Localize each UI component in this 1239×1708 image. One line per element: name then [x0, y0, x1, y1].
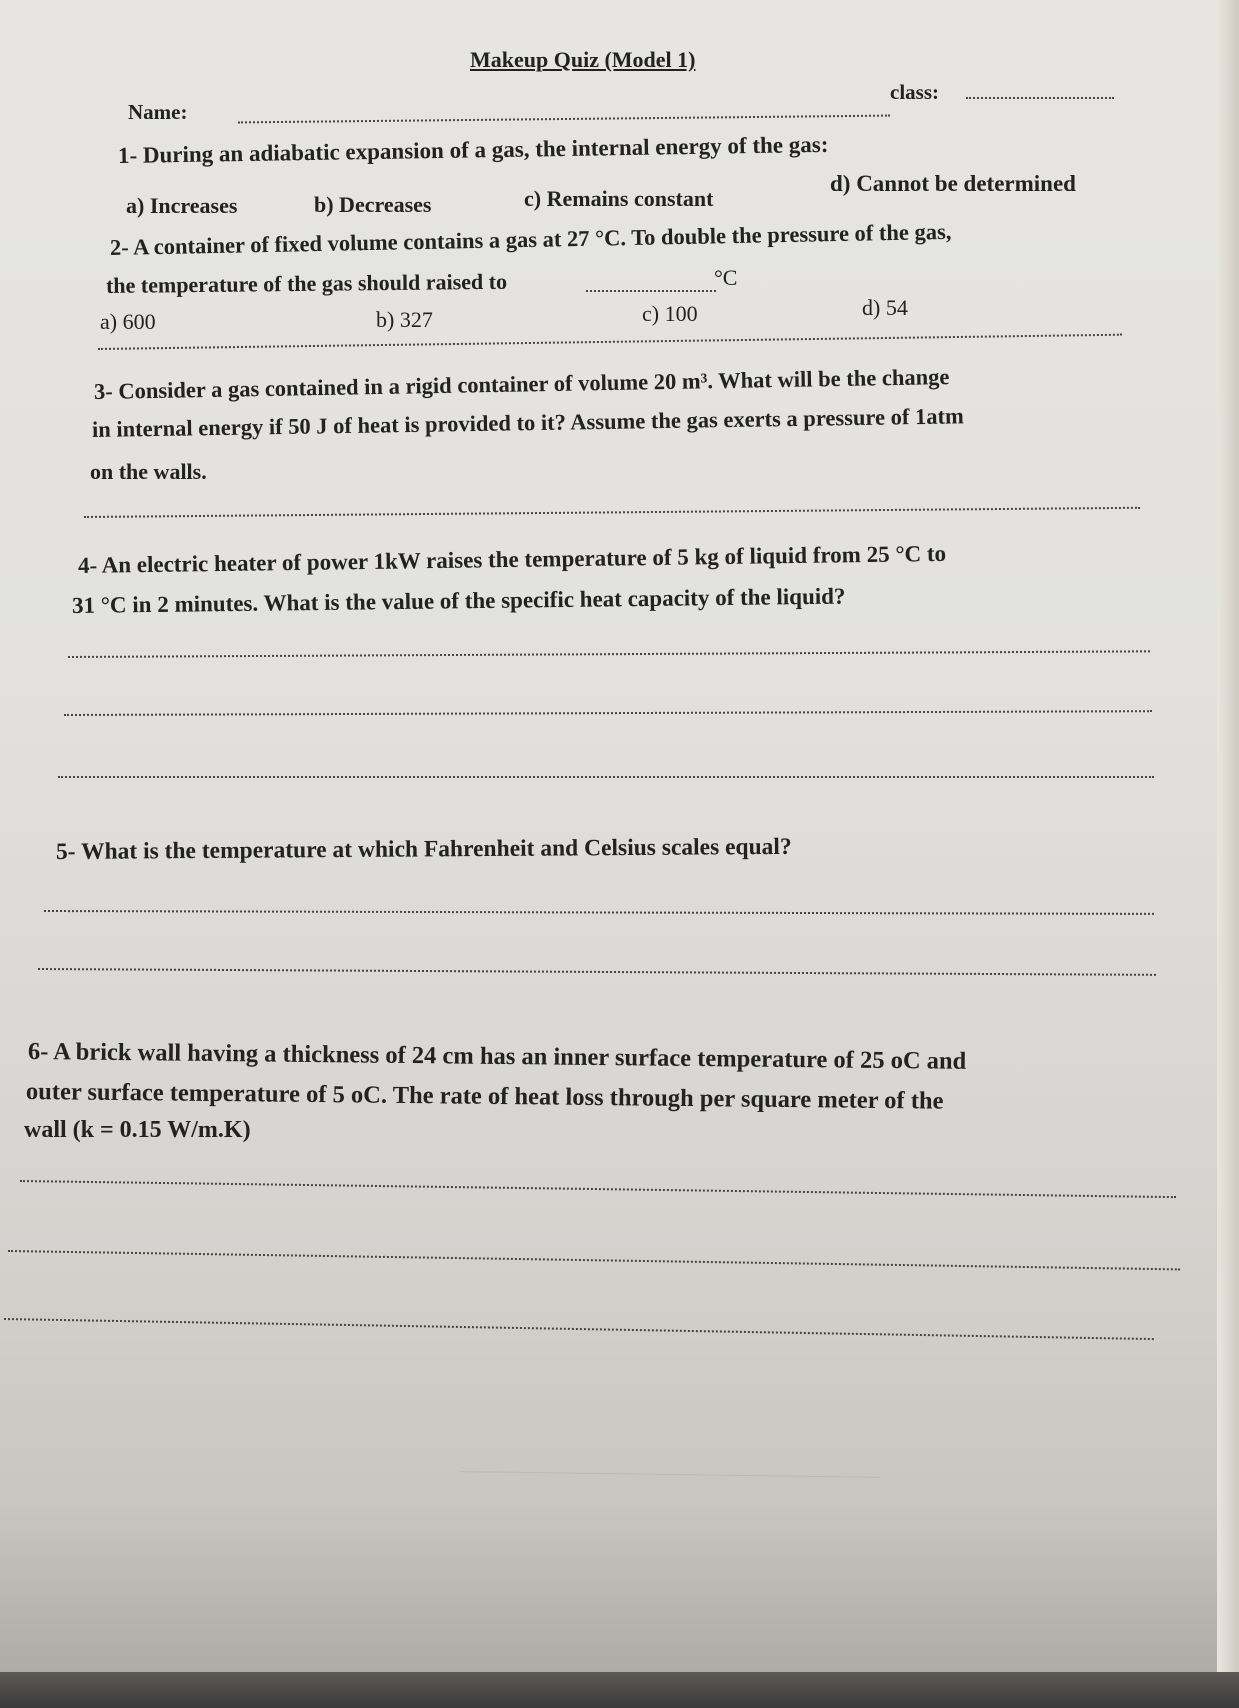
name-blank[interactable]	[238, 115, 890, 124]
q4-answer-line-2[interactable]	[64, 710, 1152, 716]
q2-unit: °C	[714, 265, 738, 290]
q1-option-b[interactable]: b) Decreases	[314, 192, 432, 217]
q5-answer-line-2[interactable]	[38, 968, 1156, 976]
question-4-line-2: 31 °C in 2 minutes. What is the value of the specific heat capacity of the liquid?	[71, 583, 846, 618]
photo-bottom-shadow	[0, 1672, 1239, 1708]
q6-answer-line-3[interactable]	[4, 1318, 1154, 1340]
paper-edge-right	[1217, 0, 1239, 1708]
q2-option-a[interactable]: a) 600	[100, 309, 156, 334]
question-6-line-1: 6- A brick wall having a thickness of 24 cm has an inner surface temperature of 25 oC and	[27, 1038, 967, 1075]
q2-option-c[interactable]: c) 100	[642, 301, 698, 326]
class-blank[interactable]	[966, 97, 1114, 99]
paper-crease	[460, 1471, 880, 1478]
q4-answer-line-3[interactable]	[58, 776, 1154, 778]
q4-answer-line-1[interactable]	[68, 650, 1150, 658]
question-3-line-2: in internal energy if 50 J of heat is provided to it? Assume the gas exerts a pressure of 1atm	[91, 403, 964, 442]
q6-answer-line-1[interactable]	[20, 1180, 1176, 1198]
question-4-line-1: 4- An electric heater of power 1kW raises the temperature of 5 kg of liquid from 25 °C to	[77, 540, 947, 578]
quiz-title: Makeup Quiz (Model 1)	[470, 47, 696, 72]
q2-option-b[interactable]: b) 327	[376, 307, 433, 332]
q2-option-d[interactable]: d) 54	[862, 295, 908, 320]
question-5-text: 5- What is the temperature at which Fahrenheit and Celsius scales equal?	[55, 833, 792, 865]
q1-option-c[interactable]: c) Remains constant	[524, 186, 714, 211]
q3-answer-line[interactable]	[84, 507, 1140, 518]
q1-option-a[interactable]: a) Increases	[126, 193, 238, 218]
question-1-text: 1- During an adiabatic expansion of a gas, the internal energy of the gas:	[117, 131, 829, 168]
q2-answer-line[interactable]	[98, 334, 1122, 350]
q2-answer-blank[interactable]	[586, 290, 716, 292]
question-3-line-1: 3- Consider a gas contained in a rigid container of volume 20 m³. What will be the change	[93, 364, 950, 404]
class-label: class:	[890, 80, 939, 104]
question-2-line-1: 2- A container of fixed volume contains a gas at 27 °C. To double the pressure of the gas,	[109, 218, 952, 260]
question-6-line-3: wall (k = 0.15 W/m.K)	[24, 1117, 251, 1143]
question-2-line-2: the temperature of the gas should raised to	[105, 268, 508, 298]
question-6-line-2: outer surface temperature of 5 oC. The rate of heat loss through per square meter of the	[25, 1078, 944, 1115]
q6-answer-line-2[interactable]	[8, 1250, 1180, 1270]
q5-answer-line-1[interactable]	[44, 910, 1154, 915]
question-3-line-3: on the walls.	[90, 459, 207, 484]
name-label: Name:	[128, 100, 188, 124]
q1-option-d[interactable]: d) Cannot be determined	[830, 171, 1076, 196]
